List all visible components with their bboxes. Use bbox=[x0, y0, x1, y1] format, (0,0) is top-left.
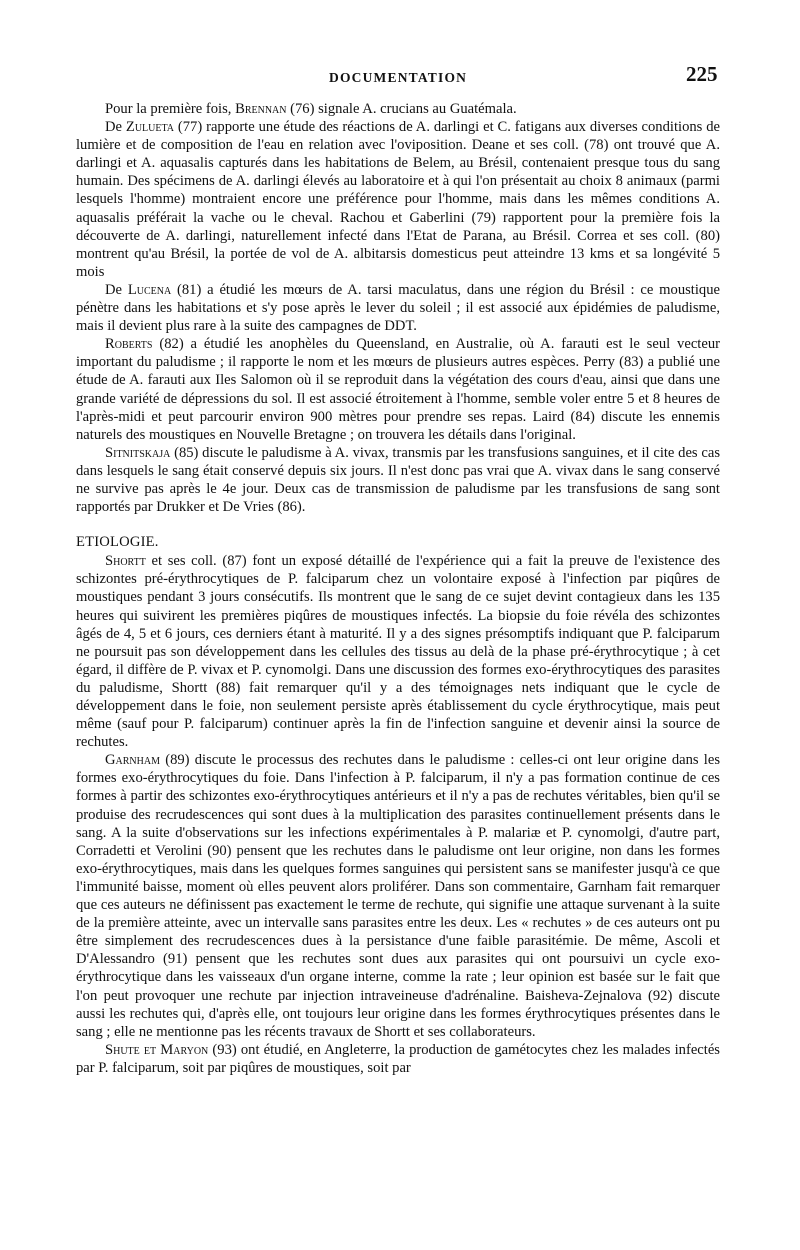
author-name: Sitnitskaja bbox=[105, 444, 171, 461]
body-text bbox=[76, 100, 720, 1077]
paragraph: De Lucena (81) a étudié les mœurs de A. tarsi maculatus, dans une région du Brésil : ce moustique pénètre dans les habitations et s'y pose après le lever du soleil ; il est associé aux épidémies de paludisme, mais il devient plus rare à la suite des campagnes de DDT. bbox=[76, 281, 720, 335]
header-title: DOCUMENTATION bbox=[329, 70, 468, 85]
author-name: Brennan bbox=[235, 101, 287, 117]
author-name: Shortt bbox=[105, 553, 146, 570]
author-name: Roberts bbox=[105, 336, 153, 353]
author-name: Garnham bbox=[105, 752, 160, 769]
author-name: Shute et Maryon bbox=[105, 1041, 209, 1058]
page-number: 225 bbox=[686, 62, 718, 86]
paragraph: Roberts (82) a étudié les anophèles du Queensland, en Australie, où A. farauti est le seul vecteur important du paludisme ; il rapporte le nom et les mœurs de plusieurs autres espèces. Perry (83) a publié une étude de A. farauti aux Iles Salomon où il se reproduit dans la végétation des cours d'eau, ainsi que dans une grande variété de dépressions du sol. Il est associé étroitement à l'homme, semble voler entre 5 et 8 heures de l'après-midi et peut parcourir environ 900 mètres pour prendre ses repas. Laird (84) discute les ennemis naturels des moustiques en Nouvelle Bretagne ; on trouvera les détails dans l'original. bbox=[76, 336, 720, 443]
paragraph: De Zulueta (77) rapporte une étude des réactions de A. darlingi et C. fatigans aux diverses conditions de lumière et de composition de l'eau en relation avec l'oviposition. Deane et ses coll. (78) ont trouvé que A. darlingi et A. aquasalis capturés dans les habitations de Belem, au Brésil, contenaient presque tous du sang humain. Des spécimens de A. darlingi élevés au laboratoire et à qui l'on présentait au choix 8 animaux (parmi lesquels l'homme) montraient encore une préférence pour l'homme, mais dans les mêmes conditions A. aquasalis préférait la vache ou le cheval. Rachou et Gaberlini (79) rapportent pour la première fois la découverte de A. darlingi, naturellement infecté dans l'Etat de Parana, au Brésil. Correa et ses coll. (80) montrent qu'au Brésil, la portée de vol de A. albitarsis domesticus peut atteindre 13 kms et sa longévité 5 mois bbox=[76, 119, 720, 280]
paragraph: Garnham (89) discute le processus des rechutes dans le paludisme : celles-ci ont leur origine dans les formes exo-érythrocytiques du foie. Dans l'infection à P. falciparum, il n'y a pas formation continue de ces formes à partir des schizontes exo-érythrocytiques antérieurs et il n'y a pas de rechutes véritables, bien qu'il se produise des recrudescences qui sont dues à la multiplication des parasites continuellement présents dans le sang. A la suite d'observations sur les infections expérimentales à P. malariæ et P. cynomolgi, d'autre part, Corradetti et Verolini (90) pensent que les rechutes dans le paludisme ont leur origine, non dans les formes exo-érythrocytiques, mais dans les quelques formes sanguines qui persistent sans se manifester jusqu'à ce que l'immunité baisse, moment où elles peuvent alors proliférer. Dans son commentaire, Garnham fait remarquer que ces auteurs ne définissent pas exactement le terme de rechute, qui signifie une attaque survenant à la suite de la première atteinte, avec un intervalle sans parasites entre les deux. Les « rechutes » de ces auteurs ont pu être simplement des recrudescences dues à la persistance d'une faible parasitémie. De même, Ascoli et D'Alessandro (91) pensent que les rechutes sont dues aux parasites qui ont poursuivi un cycle exo-érythrocytique dans les vaisseaux d'un organe interne, comme la rate ; leur opinion est basée sur le fait que l'on peut provoquer une rechute par injection intraveineuse d'adrénaline. Baisheva-Zejnalova (92) discute aussi les rechutes qui, d'après elle, ont toujours leur origine dans les formes érythrocytiques présentes dans le sang ; elle ne mentionne pas les récents travaux de Shortt et ses collaborateurs. bbox=[76, 752, 720, 1040]
paragraph: Shute et Maryon (93) ont étudié, en Angleterre, la production de gamétocytes chez les malades infectés par P. falciparum, soit par piqûres de moustiques, soit par bbox=[76, 1041, 720, 1076]
paragraph: Pour la première fois, Brennan (76) signale A. crucians au Guatémala. bbox=[105, 101, 517, 117]
running-head bbox=[0, 60, 800, 96]
paragraph: Sitnitskaja (85) discute le paludisme à A. vivax, transmis par les transfusions sanguines, et il cite des cas dans lesquels le sang était conservé depuis six jours. Il n'est donc pas vrai que A. vivax dans le sang conservé ne survive pas après le 4e jour. Deux cas de transmission de paludisme par les transfusions de sang sont rapportés par Drukker et De Vries (86). bbox=[76, 444, 720, 516]
author-name: Lucena bbox=[127, 281, 172, 298]
paragraph: Shortt et ses coll. (87) font un exposé détaillé de l'expérience qui a fait la preuve de l'existence des schizontes pré-érythrocytiques de P. falciparum chez un volontaire exposé à l'infection par piqûres de moustiques pendant 3 jours consécutifs. Ils montrent que le sang de ce sujet devint contagieux dans les 135 heures qui suivirent les premières piqûres de moustiques infectés. La biopsie du foie révéla des schizontes âgés de 4, 5 et 6 jours, ces derniers étant à maturité. Il y a des signes présomptifs indiquant que P. falciparum ne poursuit pas son développement dans les cellules des tissus au delà de la phase pré-érythrocytique ; à cet égard, il diffère de P. vivax et P. cynomolgi. Dans une discussion des formes exo-érythrocytiques des parasites du paludisme, Shortt (88) fait remarquer qu'il y a des témoignages nets indiquant que le cycle de développement dans le foie, non seulement persiste après établissement du cycle érythrocytique, mais peut même (sauf pour P. falciparum) continuer après la fin de l'infection sanguine et devenir ainsi la source de rechutes. bbox=[76, 553, 720, 751]
section-heading: ETIOLOGIE. bbox=[76, 534, 159, 551]
author-name: Zulueta bbox=[125, 119, 175, 136]
